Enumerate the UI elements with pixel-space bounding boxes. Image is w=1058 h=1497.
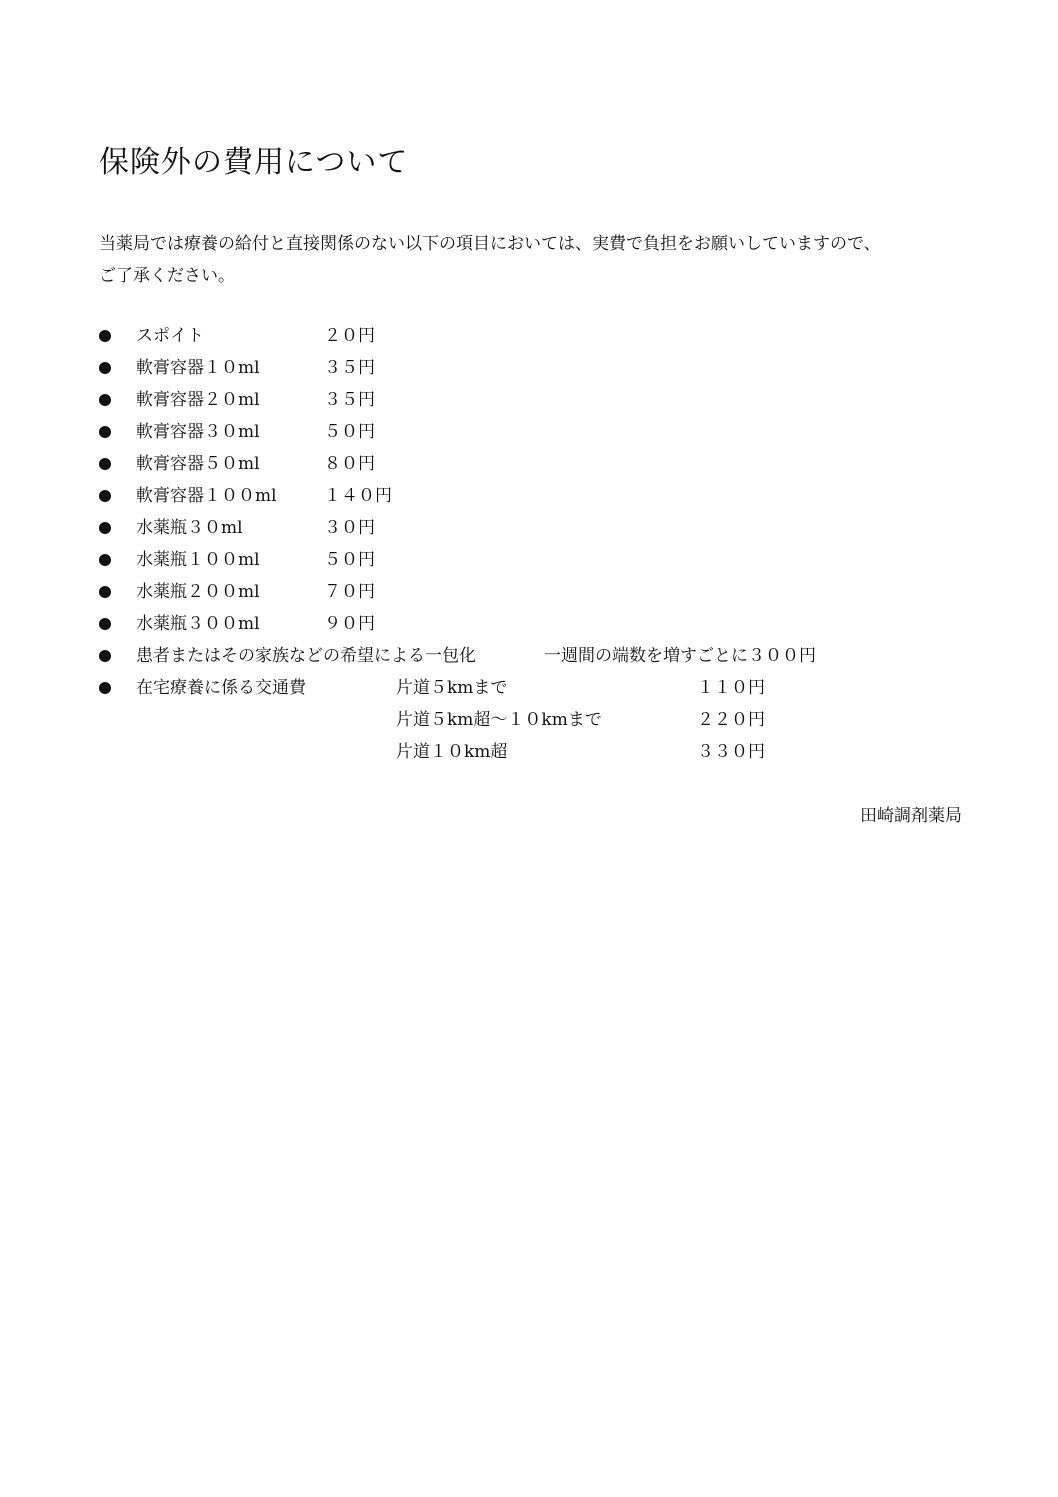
item-name: 水薬瓶３０ml <box>136 518 243 538</box>
pharmacy-signature: 田崎調剤薬局 <box>860 806 962 826</box>
transport-condition: 片道５km超～１０kmまで <box>396 710 602 730</box>
list-item <box>0 352 1058 384</box>
item-price: １４０円 <box>324 486 392 506</box>
packaging-description: 一週間の端数を増すごとに３００円 <box>544 646 816 666</box>
bullet-icon <box>99 362 111 374</box>
bullet-icon <box>99 618 111 630</box>
bullet-icon <box>99 522 111 534</box>
list-item <box>0 512 1058 544</box>
item-price: ３５円 <box>324 358 375 378</box>
intro-paragraph <box>99 228 979 292</box>
intro-line: 当薬局では療養の給付と直接関係のない以下の項目においては、実費で負担をお願いしていますので、 <box>99 234 881 254</box>
intro-line: ご了承ください。 <box>99 266 235 286</box>
packaging-name: 患者またはその家族などの希望による一包化 <box>136 646 476 666</box>
transport-condition: 片道５kmまで <box>396 678 508 698</box>
bullet-icon <box>99 554 111 566</box>
bullet-icon <box>99 394 111 406</box>
item-name: 軟膏容器１０ml <box>136 358 260 378</box>
item-price: ２０円 <box>324 326 375 346</box>
list-item <box>0 608 1058 640</box>
list-item <box>0 384 1058 416</box>
item-price: ５０円 <box>324 422 375 442</box>
list-item <box>0 480 1058 512</box>
item-price: ９０円 <box>324 614 375 634</box>
transport-name: 在宅療養に係る交通費 <box>136 678 306 698</box>
item-price: ５０円 <box>324 550 375 570</box>
transport-price: ２２０円 <box>697 710 765 730</box>
item-price: ７０円 <box>324 582 375 602</box>
item-name: 軟膏容器１００ml <box>136 486 277 506</box>
list-item <box>0 320 1058 352</box>
item-name: 軟膏容器２０ml <box>136 390 260 410</box>
transport-condition: 片道１０km超 <box>396 742 508 762</box>
page-title: 保険外の費用について <box>99 145 409 180</box>
list-item <box>0 576 1058 608</box>
item-price: ３５円 <box>324 390 375 410</box>
list-item <box>0 544 1058 576</box>
transport-price: １１０円 <box>697 678 765 698</box>
transport-item <box>0 672 1058 704</box>
item-name: 軟膏容器５０ml <box>136 454 260 474</box>
bullet-icon <box>99 586 111 598</box>
bullet-icon <box>99 682 111 694</box>
packaging-item <box>0 640 1058 672</box>
item-name: 水薬瓶２００ml <box>136 582 260 602</box>
transport-price: ３３０円 <box>697 742 765 762</box>
item-name: 水薬瓶１００ml <box>136 550 260 570</box>
bullet-icon <box>99 426 111 438</box>
transport-rate-row <box>0 704 1058 736</box>
item-price: ３０円 <box>324 518 375 538</box>
transport-rate-row <box>0 736 1058 768</box>
item-price: ８０円 <box>324 454 375 474</box>
bullet-icon <box>99 650 111 662</box>
bullet-icon <box>99 458 111 470</box>
bullet-icon <box>99 490 111 502</box>
item-name: 水薬瓶３００ml <box>136 614 260 634</box>
bullet-icon <box>99 330 111 342</box>
list-item <box>0 416 1058 448</box>
item-name: スポイト <box>136 326 204 346</box>
item-name: 軟膏容器３０ml <box>136 422 260 442</box>
list-item <box>0 448 1058 480</box>
